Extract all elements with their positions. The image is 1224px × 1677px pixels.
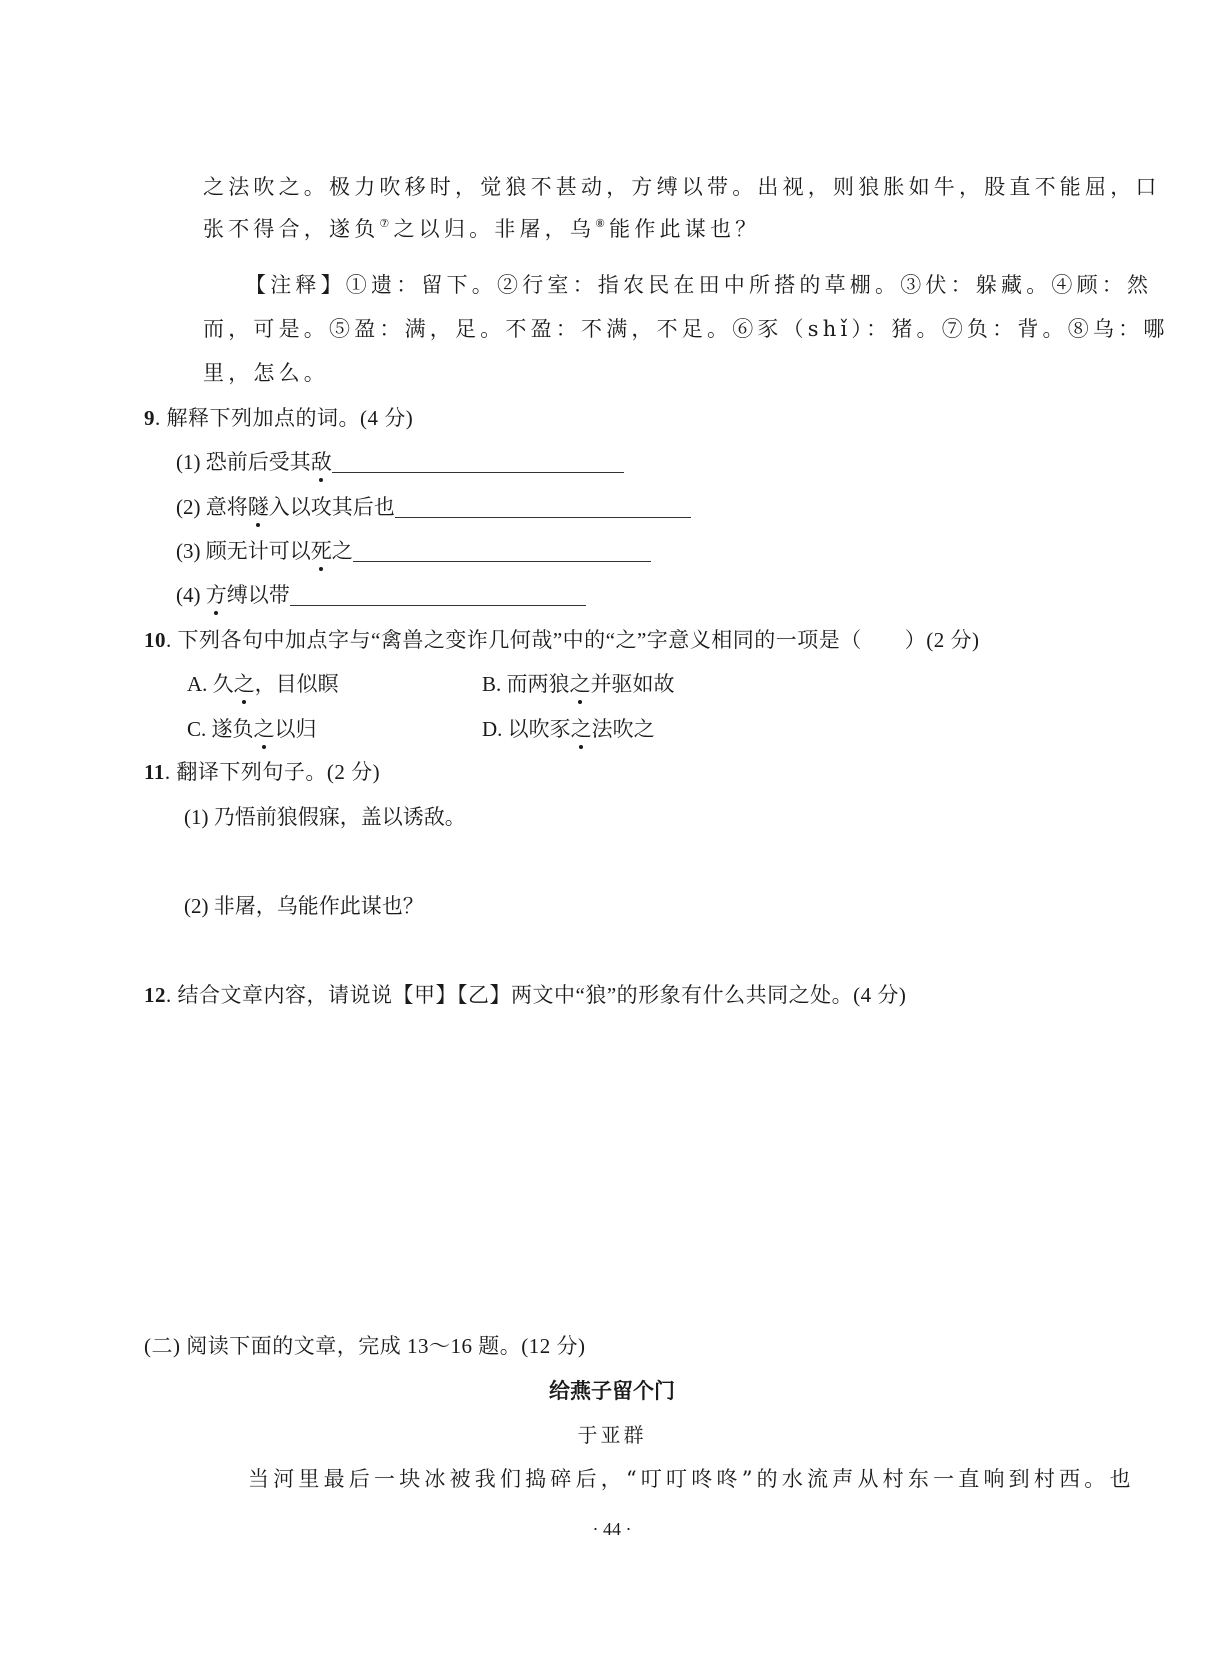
dotted-char: 之 xyxy=(234,669,255,699)
answer-blank[interactable] xyxy=(395,495,691,518)
answer-blank[interactable] xyxy=(290,583,586,606)
item-text: 顾无计可以 xyxy=(205,539,311,563)
section-header: (二) 阅读下面的文章，完成 13～16 题。(12 分) xyxy=(144,1334,586,1358)
dotted-char: 隧 xyxy=(248,492,269,522)
q9-item-4 xyxy=(176,580,586,610)
page-number: · 44 · xyxy=(592,1519,632,1539)
item-text: 意将 xyxy=(205,495,248,519)
question-text: . 解释下列加点的词。(4 分) xyxy=(155,406,414,430)
dotted-char: 敌 xyxy=(311,447,332,477)
question-text: . 翻译下列句子。(2 分) xyxy=(164,760,381,784)
passage-line xyxy=(203,214,760,244)
question-text: . 下列各句中加点字与“禽兽之变诈几何哉”中的“之”字意义相同的一项是（ ）(2 分) xyxy=(166,628,980,652)
item-label: (4) xyxy=(176,583,206,607)
item-label: (2) xyxy=(176,495,206,519)
passage-text: 之以归。非屠，乌 xyxy=(393,217,596,241)
question-11 xyxy=(144,757,380,787)
notes-line: 里，怎么。 xyxy=(203,361,329,385)
option-c[interactable] xyxy=(187,714,317,744)
question-9 xyxy=(144,403,413,433)
question-10 xyxy=(144,625,980,655)
option-d[interactable] xyxy=(482,714,655,744)
notes-line: 而，可是。⑤盈：满，足。不盈：不满，不足。⑥豕（shǐ）：猪。⑦负：背。⑧乌：哪 xyxy=(203,317,1169,341)
option-text: 并驱如故 xyxy=(590,672,675,696)
item-label: (3) xyxy=(176,539,206,563)
item-text: 之 xyxy=(331,539,353,563)
passage-text: 能作此谋也？ xyxy=(609,217,761,241)
answer-blank[interactable] xyxy=(332,450,624,473)
item-label: (1) xyxy=(176,450,206,474)
footnote-mark: ⑧ xyxy=(595,217,610,230)
dotted-char: 死 xyxy=(311,536,332,566)
option-a[interactable] xyxy=(187,669,339,699)
passage-text: 张不得合，遂负 xyxy=(203,217,380,241)
question-number: 10 xyxy=(144,628,166,652)
article-title: 给燕子留个门 xyxy=(549,1379,675,1403)
item-text: 缚以带 xyxy=(226,583,290,607)
q9-item-1 xyxy=(176,447,624,477)
dotted-char: 之 xyxy=(570,669,591,699)
notes-line: 【注释】①遗：留下。②行室：指农民在田中所搭的草棚。③伏：躲藏。④顾：然 xyxy=(245,273,1153,297)
passage-line: 之法吹之。极力吹移时，觉狼不甚动，方缚以带。出视，则狼胀如牛，股直不能屈，口 xyxy=(203,175,1161,199)
option-text: D. 以吹豕 xyxy=(482,717,571,741)
question-number: 9 xyxy=(144,406,155,430)
option-text: 法吹之 xyxy=(591,717,655,741)
question-number: 11 xyxy=(144,760,165,784)
q11-item-1: (1) 乃悟前狼假寐，盖以诱敌。 xyxy=(184,805,466,829)
option-text: 以归 xyxy=(274,717,317,741)
article-first-line: 当河里最后一块冰被我们捣碎后，“叮叮咚咚”的水流声从村东一直响到村西。也 xyxy=(248,1467,1135,1491)
question-12 xyxy=(144,980,906,1010)
q9-item-2 xyxy=(176,492,691,522)
option-text: C. 遂负 xyxy=(187,717,254,741)
dotted-char: 之 xyxy=(254,714,275,744)
item-text: 入以攻其后也 xyxy=(268,495,395,519)
answer-blank[interactable] xyxy=(353,539,651,562)
article-author: 于亚群 xyxy=(577,1423,647,1447)
footnote-mark: ⑦ xyxy=(379,217,394,230)
option-text: A. 久 xyxy=(187,672,234,696)
item-text: 恐前后受其 xyxy=(205,450,311,474)
q9-item-3 xyxy=(176,536,651,566)
dotted-char: 方 xyxy=(206,580,227,610)
dotted-char: 之 xyxy=(571,714,592,744)
question-number: 12 xyxy=(144,983,166,1007)
option-b[interactable] xyxy=(482,669,675,699)
question-text: . 结合文章内容，请说说【甲】【乙】两文中“狼”的形象有什么共同之处。(4 分) xyxy=(166,983,907,1007)
option-text: B. 而两狼 xyxy=(482,672,570,696)
option-text: ，目似瞑 xyxy=(254,672,339,696)
q11-item-2: (2) 非屠，乌能作此谋也？ xyxy=(184,894,424,918)
